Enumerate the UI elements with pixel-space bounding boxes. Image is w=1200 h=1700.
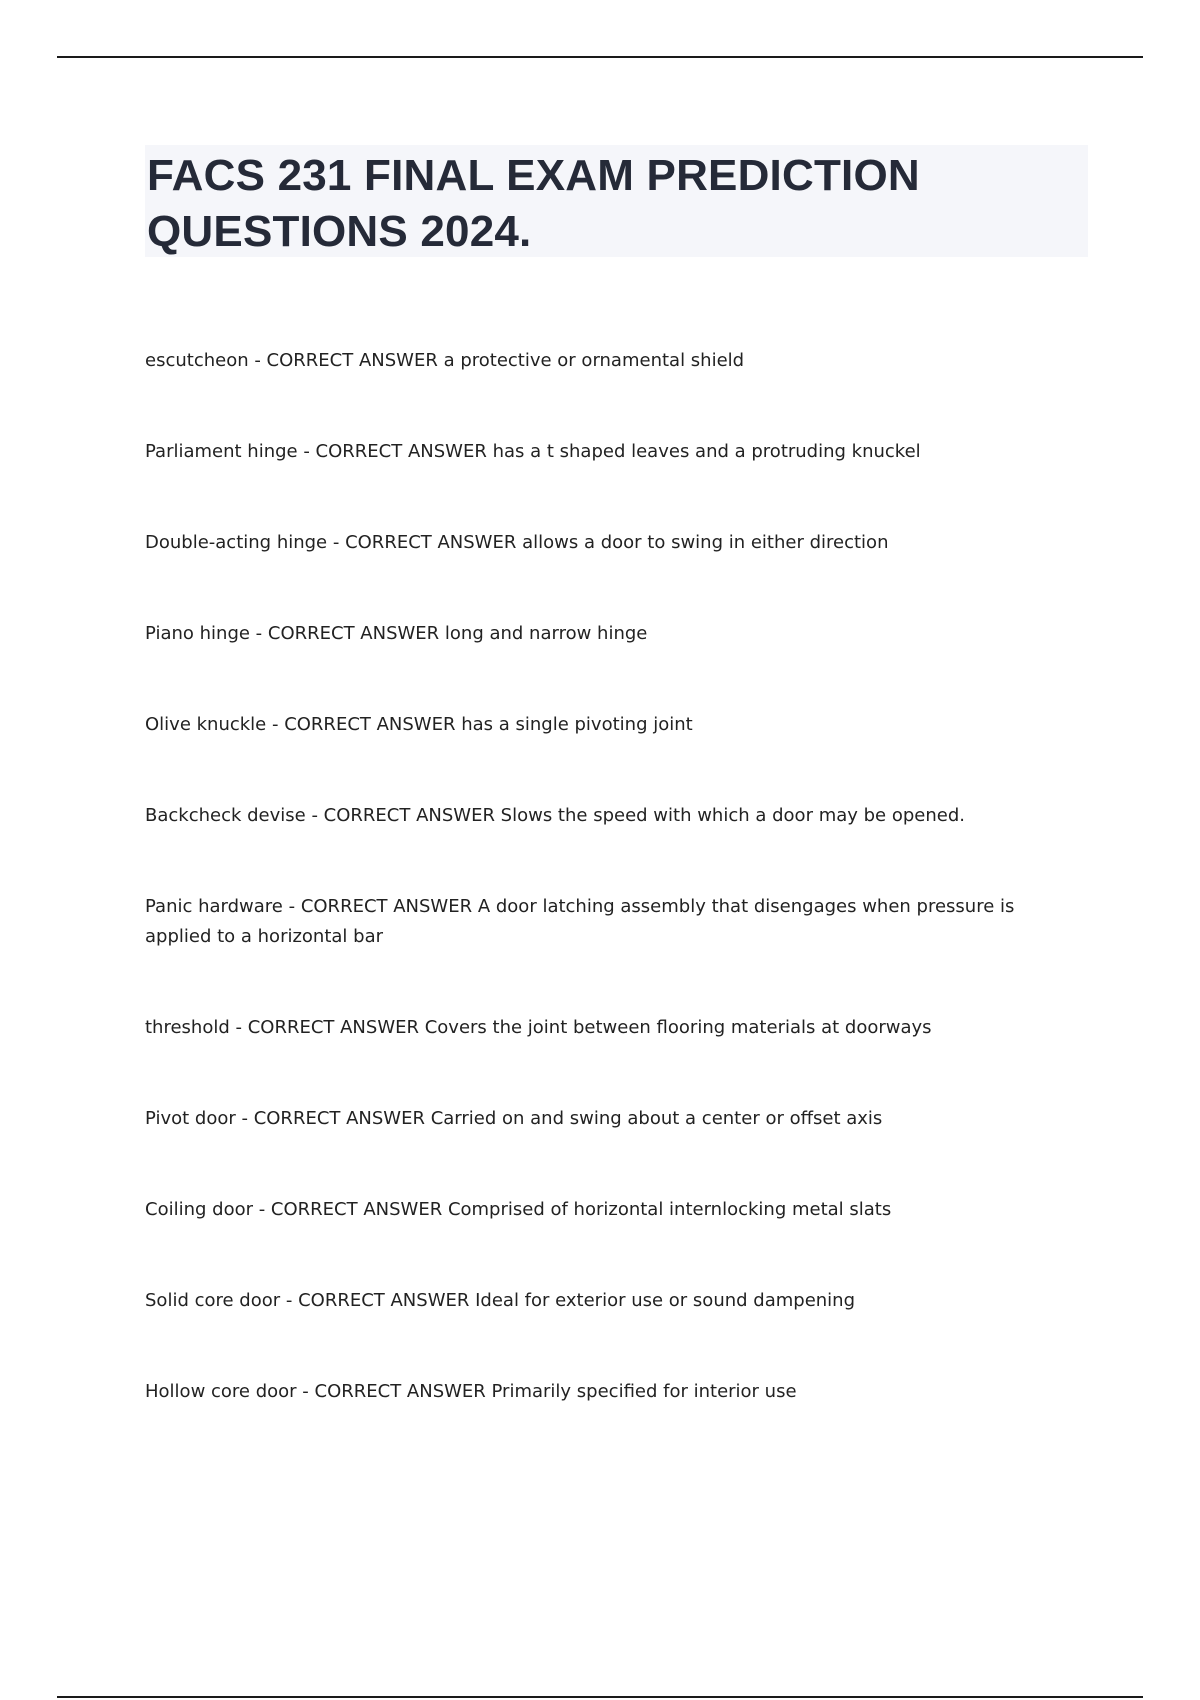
- qa-item-solid-core-door: Solid core door - CORRECT ANSWER Ideal for exterior use or sound dampening: [145, 1290, 856, 1311]
- qa-item-threshold: threshold - CORRECT ANSWER Covers the joint between flooring materials at doorways: [145, 1017, 932, 1038]
- qa-item-olive-knuckle: Olive knuckle - CORRECT ANSWER has a single pivoting joint: [145, 714, 693, 735]
- bottom-rule: [57, 1696, 1143, 1698]
- qa-item-coiling-door: Coiling door - CORRECT ANSWER Comprised of horizontal internlocking metal slats: [145, 1199, 892, 1220]
- qa-list: [145, 346, 1085, 1468]
- qa-item-hollow-core-door: Hollow core door - CORRECT ANSWER Primarily specified for interior use: [145, 1381, 797, 1402]
- top-rule: [57, 56, 1143, 58]
- qa-item-panic-hardware: Panic hardware - CORRECT ANSWER A door latching assembly that disengages when pressure is applied to a horizontal bar: [145, 896, 1015, 947]
- qa-item-parliament-hinge: Parliament hinge - CORRECT ANSWER has a t shaped leaves and a protruding knuckel: [145, 441, 921, 462]
- qa-item-double-acting-hinge: Double-acting hinge - CORRECT ANSWER allows a door to swing in either direction: [145, 532, 889, 553]
- qa-item-piano-hinge: Piano hinge - CORRECT ANSWER long and narrow hinge: [145, 623, 648, 644]
- page-title: FACS 231 FINAL EXAM PREDICTION QUESTIONS 2024.: [147, 151, 920, 256]
- qa-item-backcheck-devise: Backcheck devise - CORRECT ANSWER Slows the speed with which a door may be opened.: [145, 805, 965, 826]
- qa-item-pivot-door: Pivot door - CORRECT ANSWER Carried on and swing about a center or offset axis: [145, 1108, 883, 1129]
- qa-item-escutcheon: escutcheon - CORRECT ANSWER a protective or ornamental shield: [145, 350, 745, 371]
